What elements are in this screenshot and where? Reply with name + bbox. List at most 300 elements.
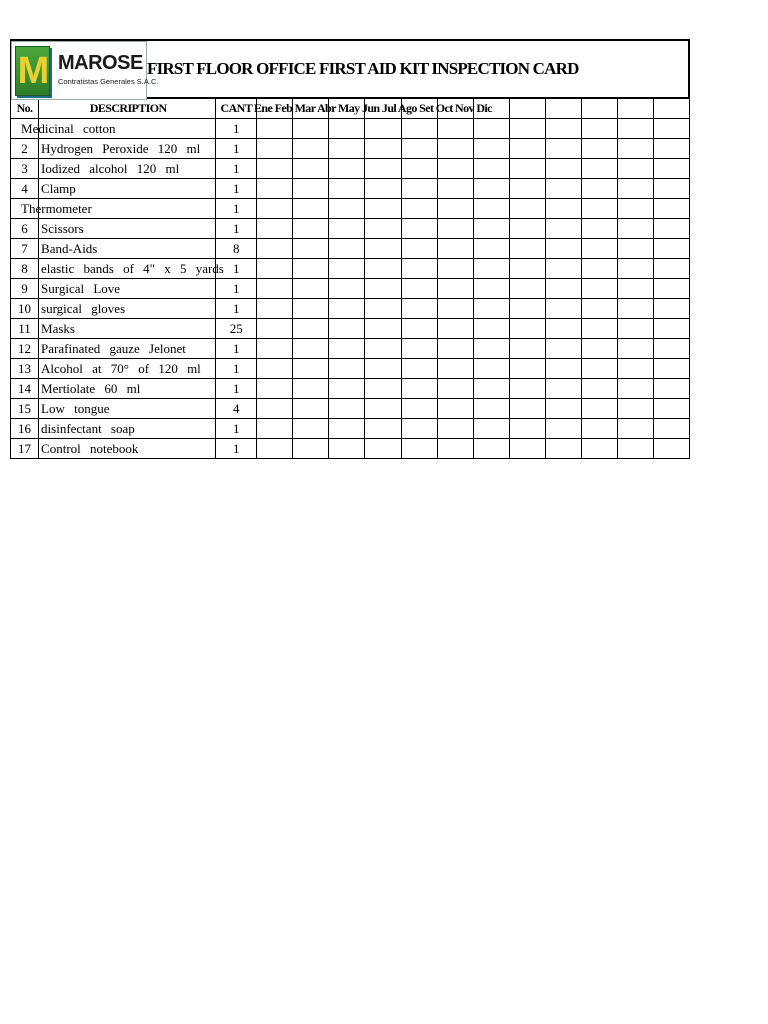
month-check-cell[interactable] [257, 419, 293, 439]
month-check-cell[interactable] [401, 339, 437, 359]
row-quantity: 25 [216, 319, 257, 339]
month-check-cell[interactable] [653, 279, 689, 299]
inspection-table [10, 98, 690, 459]
month-check-cell[interactable] [257, 179, 293, 199]
month-check-cell[interactable] [257, 339, 293, 359]
row-description: Parafinated gauze Jelonet [39, 339, 216, 359]
month-label: Ene [254, 101, 273, 115]
row-quantity: 1 [216, 179, 257, 199]
month-check-cell[interactable] [473, 139, 509, 159]
month-check-cell[interactable] [437, 379, 473, 399]
month-check-cell[interactable] [365, 399, 401, 419]
month-check-cell[interactable] [509, 159, 545, 179]
month-label: Abr [316, 101, 336, 115]
month-check-cell[interactable] [653, 139, 689, 159]
month-check-cell[interactable] [293, 119, 329, 139]
month-check-cell[interactable] [329, 239, 365, 259]
month-check-cell[interactable] [329, 179, 365, 199]
month-column-header [509, 99, 545, 119]
row-description: disinfectant soap [39, 419, 216, 439]
month-check-cell[interactable] [401, 159, 437, 179]
month-check-cell[interactable] [545, 159, 581, 179]
month-check-cell[interactable] [581, 159, 617, 179]
table-row [11, 419, 690, 439]
table-row [11, 139, 690, 159]
month-check-cell[interactable] [653, 399, 689, 419]
month-check-cell[interactable] [293, 319, 329, 339]
month-check-cell[interactable] [293, 199, 329, 219]
row-number: 9 [11, 279, 39, 299]
month-check-cell[interactable] [653, 259, 689, 279]
logo-subtitle: Contratistas Generales S.A.C. [58, 77, 159, 86]
month-check-cell[interactable] [365, 239, 401, 259]
month-check-cell[interactable] [473, 359, 509, 379]
row-quantity: 1 [216, 299, 257, 319]
month-check-cell[interactable] [473, 379, 509, 399]
table-row [11, 279, 690, 299]
month-check-cell[interactable] [293, 299, 329, 319]
month-check-cell[interactable] [653, 319, 689, 339]
month-check-cell[interactable] [473, 399, 509, 419]
row-quantity: 1 [216, 379, 257, 399]
month-check-cell[interactable] [257, 279, 293, 299]
row-description: Iodized alcohol 120 ml [39, 159, 216, 179]
month-check-cell[interactable] [473, 159, 509, 179]
month-check-cell[interactable] [509, 299, 545, 319]
month-check-cell[interactable] [437, 439, 473, 459]
table-row [11, 179, 690, 199]
column-header-description: DESCRIPTION [39, 99, 216, 119]
month-check-cell[interactable] [581, 179, 617, 199]
month-check-cell[interactable] [653, 239, 689, 259]
month-check-cell[interactable] [653, 199, 689, 219]
row-quantity: 1 [216, 339, 257, 359]
month-check-cell[interactable] [653, 159, 689, 179]
month-check-cell[interactable] [257, 439, 293, 459]
month-column-header [653, 99, 689, 119]
month-check-cell[interactable] [401, 139, 437, 159]
month-check-cell[interactable] [473, 239, 509, 259]
month-check-cell[interactable] [401, 399, 437, 419]
month-check-cell[interactable] [329, 339, 365, 359]
month-check-cell[interactable] [401, 119, 437, 139]
row-number: 2 [11, 139, 39, 159]
month-check-cell[interactable] [545, 399, 581, 419]
month-check-cell[interactable] [509, 419, 545, 439]
table-body [11, 119, 690, 459]
table-row [11, 119, 690, 139]
month-check-cell[interactable] [617, 359, 653, 379]
month-check-cell[interactable] [545, 359, 581, 379]
row-number: 15 [11, 399, 39, 419]
month-check-cell[interactable] [473, 179, 509, 199]
month-check-cell[interactable] [365, 359, 401, 379]
row-description: Band-Aids [39, 239, 216, 259]
month-check-cell[interactable] [329, 139, 365, 159]
month-check-cell[interactable] [581, 359, 617, 379]
month-check-cell[interactable] [509, 239, 545, 259]
inspection-card [10, 39, 690, 459]
row-quantity: 8 [216, 239, 257, 259]
month-check-cell[interactable] [293, 439, 329, 459]
month-check-cell[interactable] [329, 119, 365, 139]
month-check-cell[interactable] [545, 219, 581, 239]
month-check-cell[interactable] [437, 179, 473, 199]
month-check-cell[interactable] [653, 219, 689, 239]
month-label: Jul [381, 101, 397, 115]
month-check-cell[interactable] [293, 379, 329, 399]
month-check-cell[interactable] [581, 399, 617, 419]
month-label: Jun [361, 101, 380, 115]
month-check-cell[interactable] [365, 299, 401, 319]
month-check-cell[interactable] [545, 339, 581, 359]
month-check-cell[interactable] [329, 359, 365, 379]
table-row [11, 399, 690, 419]
month-check-cell[interactable] [545, 439, 581, 459]
month-check-cell[interactable] [617, 339, 653, 359]
row-number: 4 [11, 179, 39, 199]
month-check-cell[interactable] [509, 199, 545, 219]
row-number: 16 [11, 419, 39, 439]
row-quantity: 1 [216, 419, 257, 439]
row-description: Low tongue [39, 399, 216, 419]
month-check-cell[interactable] [293, 419, 329, 439]
month-check-cell[interactable] [437, 279, 473, 299]
month-check-cell[interactable] [473, 439, 509, 459]
table-row [11, 379, 690, 399]
month-check-cell[interactable] [509, 399, 545, 419]
row-description: Control notebook [39, 439, 216, 459]
row-quantity: 1 [216, 219, 257, 239]
month-check-cell[interactable] [401, 199, 437, 219]
month-check-cell[interactable] [653, 299, 689, 319]
month-check-cell[interactable] [329, 399, 365, 419]
month-check-cell[interactable] [509, 139, 545, 159]
table-row [11, 439, 690, 459]
month-check-cell[interactable] [293, 219, 329, 239]
month-check-cell[interactable] [617, 399, 653, 419]
month-label: Feb [274, 101, 293, 115]
row-quantity: 1 [216, 139, 257, 159]
month-check-cell[interactable] [509, 179, 545, 199]
row-quantity: 1 [216, 259, 257, 279]
month-check-cell[interactable] [509, 319, 545, 339]
month-check-cell[interactable] [365, 179, 401, 199]
row-description: elastic bands of 4" x 5 yards [39, 259, 216, 279]
table-row [11, 299, 690, 319]
row-description: Surgical Love [39, 279, 216, 299]
month-check-cell[interactable] [365, 199, 401, 219]
month-check-cell[interactable] [617, 219, 653, 239]
month-check-cell[interactable] [329, 259, 365, 279]
month-check-cell[interactable] [653, 119, 689, 139]
row-description: Medicinal cotton [39, 119, 216, 139]
month-check-cell[interactable] [401, 279, 437, 299]
month-check-cell[interactable] [617, 179, 653, 199]
table-row [11, 199, 690, 219]
month-check-cell[interactable] [401, 239, 437, 259]
row-description: Alcohol at 70° of 120 ml [39, 359, 216, 379]
row-number: 6 [11, 219, 39, 239]
row-quantity: 4 [216, 399, 257, 419]
month-check-cell[interactable] [581, 419, 617, 439]
month-check-cell[interactable] [365, 379, 401, 399]
row-description: Thermometer [39, 199, 216, 219]
month-check-cell[interactable] [473, 419, 509, 439]
month-check-cell[interactable] [257, 159, 293, 179]
month-check-cell[interactable] [581, 379, 617, 399]
month-check-cell[interactable] [257, 299, 293, 319]
month-check-cell[interactable] [401, 179, 437, 199]
month-check-cell[interactable] [293, 239, 329, 259]
month-check-cell[interactable] [581, 339, 617, 359]
row-number: 12 [11, 339, 39, 359]
month-check-cell[interactable] [545, 419, 581, 439]
month-check-cell[interactable] [473, 299, 509, 319]
month-check-cell[interactable] [581, 139, 617, 159]
month-check-cell[interactable] [257, 379, 293, 399]
month-column-header [617, 99, 653, 119]
month-check-cell[interactable] [437, 399, 473, 419]
month-check-cell[interactable] [437, 119, 473, 139]
month-check-cell[interactable] [653, 439, 689, 459]
month-check-cell[interactable] [509, 339, 545, 359]
month-check-cell[interactable] [401, 379, 437, 399]
month-column-header [545, 99, 581, 119]
row-number: 13 [11, 359, 39, 379]
month-check-cell[interactable] [293, 399, 329, 419]
month-check-cell[interactable] [545, 199, 581, 219]
row-number: 11 [11, 319, 39, 339]
table-row [11, 219, 690, 239]
month-check-cell[interactable] [545, 239, 581, 259]
logo-name: MAROSE [58, 52, 143, 74]
month-check-cell[interactable] [365, 339, 401, 359]
month-check-cell[interactable] [257, 259, 293, 279]
month-label: Dic [476, 101, 492, 115]
month-check-cell[interactable] [365, 139, 401, 159]
month-check-cell[interactable] [581, 439, 617, 459]
month-check-cell[interactable] [293, 139, 329, 159]
month-check-cell[interactable] [437, 419, 473, 439]
month-label: Mar [294, 101, 316, 115]
row-number: 7 [11, 239, 39, 259]
month-check-cell[interactable] [329, 159, 365, 179]
month-check-cell[interactable] [617, 199, 653, 219]
month-check-cell[interactable] [437, 359, 473, 379]
month-check-cell[interactable] [509, 219, 545, 239]
month-check-cell[interactable] [437, 259, 473, 279]
month-check-cell[interactable] [509, 279, 545, 299]
month-check-cell[interactable] [617, 379, 653, 399]
table-row [11, 259, 690, 279]
month-check-cell[interactable] [437, 159, 473, 179]
month-check-cell[interactable] [473, 339, 509, 359]
month-check-cell[interactable] [437, 239, 473, 259]
row-description: Mertiolate 60 ml [39, 379, 216, 399]
month-check-cell[interactable] [653, 339, 689, 359]
month-check-cell[interactable] [329, 299, 365, 319]
month-check-cell[interactable] [653, 179, 689, 199]
month-check-cell[interactable] [617, 259, 653, 279]
month-check-cell[interactable] [581, 259, 617, 279]
column-header-cant: CANT [216, 99, 257, 119]
month-check-cell[interactable] [257, 399, 293, 419]
month-check-cell[interactable] [293, 179, 329, 199]
month-check-cell[interactable] [581, 199, 617, 219]
month-labels [254, 101, 492, 116]
month-check-cell[interactable] [473, 199, 509, 219]
month-check-cell[interactable] [365, 319, 401, 339]
month-check-cell[interactable] [653, 379, 689, 399]
month-check-cell[interactable] [365, 279, 401, 299]
month-label: Set [419, 101, 434, 115]
card-header [10, 39, 690, 98]
month-check-cell[interactable] [617, 119, 653, 139]
month-check-cell[interactable] [293, 259, 329, 279]
month-check-cell[interactable] [473, 319, 509, 339]
table-row [11, 239, 690, 259]
row-description: Masks [39, 319, 216, 339]
month-check-cell[interactable] [437, 219, 473, 239]
month-check-cell[interactable] [581, 299, 617, 319]
month-check-cell[interactable] [293, 279, 329, 299]
month-check-cell[interactable] [329, 219, 365, 239]
month-check-cell[interactable] [257, 119, 293, 139]
month-check-cell[interactable] [581, 279, 617, 299]
month-check-cell[interactable] [293, 359, 329, 379]
month-label: May [338, 101, 360, 115]
month-check-cell[interactable] [401, 299, 437, 319]
month-check-cell[interactable] [437, 319, 473, 339]
month-check-cell[interactable] [401, 439, 437, 459]
row-quantity: 1 [216, 119, 257, 139]
month-check-cell[interactable] [545, 319, 581, 339]
month-check-cell[interactable] [257, 239, 293, 259]
month-check-cell[interactable] [545, 259, 581, 279]
month-check-cell[interactable] [437, 199, 473, 219]
row-quantity: 1 [216, 159, 257, 179]
month-check-cell[interactable] [473, 219, 509, 239]
month-check-cell[interactable] [509, 259, 545, 279]
row-description: Clamp [39, 179, 216, 199]
month-check-cell[interactable] [401, 419, 437, 439]
month-column-header [581, 99, 617, 119]
month-check-cell[interactable] [653, 419, 689, 439]
row-description: Scissors [39, 219, 216, 239]
month-check-cell[interactable] [401, 259, 437, 279]
month-check-cell[interactable] [473, 279, 509, 299]
month-check-cell[interactable] [257, 139, 293, 159]
month-check-cell[interactable] [293, 339, 329, 359]
month-check-cell[interactable] [509, 359, 545, 379]
month-check-cell[interactable] [617, 319, 653, 339]
month-check-cell[interactable] [329, 379, 365, 399]
month-check-cell[interactable] [617, 439, 653, 459]
month-check-cell[interactable] [509, 439, 545, 459]
month-check-cell[interactable] [509, 119, 545, 139]
column-header-no: No. [11, 99, 39, 119]
month-check-cell[interactable] [581, 239, 617, 259]
row-description: surgical gloves [39, 299, 216, 319]
month-check-cell[interactable] [293, 159, 329, 179]
logo-mark: M [17, 50, 48, 92]
month-check-cell[interactable] [365, 219, 401, 239]
month-check-cell[interactable] [401, 359, 437, 379]
month-check-cell[interactable] [617, 279, 653, 299]
month-check-cell[interactable] [365, 439, 401, 459]
row-number: 3 [11, 159, 39, 179]
table-row [11, 159, 690, 179]
table-row [11, 339, 690, 359]
row-number: 10 [11, 299, 39, 319]
month-check-cell[interactable] [545, 179, 581, 199]
month-check-cell[interactable] [545, 119, 581, 139]
month-check-cell[interactable] [653, 359, 689, 379]
month-check-cell[interactable] [617, 299, 653, 319]
page-title: FIRST FLOOR OFFICE FIRST AID KIT INSPECTION CARD [147, 59, 579, 78]
month-check-cell[interactable] [437, 299, 473, 319]
month-check-cell[interactable] [509, 379, 545, 399]
month-check-cell[interactable] [329, 279, 365, 299]
company-logo [11, 41, 159, 100]
month-check-cell[interactable] [581, 319, 617, 339]
month-check-cell[interactable] [617, 159, 653, 179]
month-label: Ago [397, 101, 417, 115]
month-check-cell[interactable] [257, 359, 293, 379]
month-check-cell[interactable] [617, 239, 653, 259]
month-check-cell[interactable] [329, 199, 365, 219]
row-quantity: 1 [216, 439, 257, 459]
month-check-cell[interactable] [365, 119, 401, 139]
row-quantity: 1 [216, 199, 257, 219]
month-label: Nov [455, 101, 474, 115]
month-check-cell[interactable] [365, 259, 401, 279]
month-label: Oct [435, 101, 453, 115]
row-number: 14 [11, 379, 39, 399]
month-check-cell[interactable] [257, 219, 293, 239]
month-check-cell[interactable] [581, 119, 617, 139]
month-check-cell[interactable] [545, 379, 581, 399]
month-check-cell[interactable] [437, 339, 473, 359]
month-check-cell[interactable] [617, 139, 653, 159]
row-description: Hydrogen Peroxide 120 ml [39, 139, 216, 159]
month-check-cell[interactable] [257, 199, 293, 219]
month-check-cell[interactable] [329, 419, 365, 439]
month-check-cell[interactable] [401, 319, 437, 339]
table-row [11, 319, 690, 339]
month-check-cell[interactable] [365, 159, 401, 179]
month-check-cell[interactable] [329, 439, 365, 459]
month-check-cell[interactable] [545, 139, 581, 159]
month-check-cell[interactable] [257, 319, 293, 339]
month-check-cell[interactable] [545, 299, 581, 319]
month-check-cell[interactable] [473, 119, 509, 139]
row-number: 17 [11, 439, 39, 459]
month-check-cell[interactable] [545, 279, 581, 299]
month-check-cell[interactable] [581, 219, 617, 239]
month-check-cell[interactable] [617, 419, 653, 439]
month-check-cell[interactable] [437, 139, 473, 159]
row-number: 8 [11, 259, 39, 279]
logo-mark-icon [15, 46, 50, 96]
month-check-cell[interactable] [329, 319, 365, 339]
month-check-cell[interactable] [401, 219, 437, 239]
row-quantity: 1 [216, 359, 257, 379]
month-check-cell[interactable] [473, 259, 509, 279]
month-check-cell[interactable] [365, 419, 401, 439]
row-quantity: 1 [216, 279, 257, 299]
